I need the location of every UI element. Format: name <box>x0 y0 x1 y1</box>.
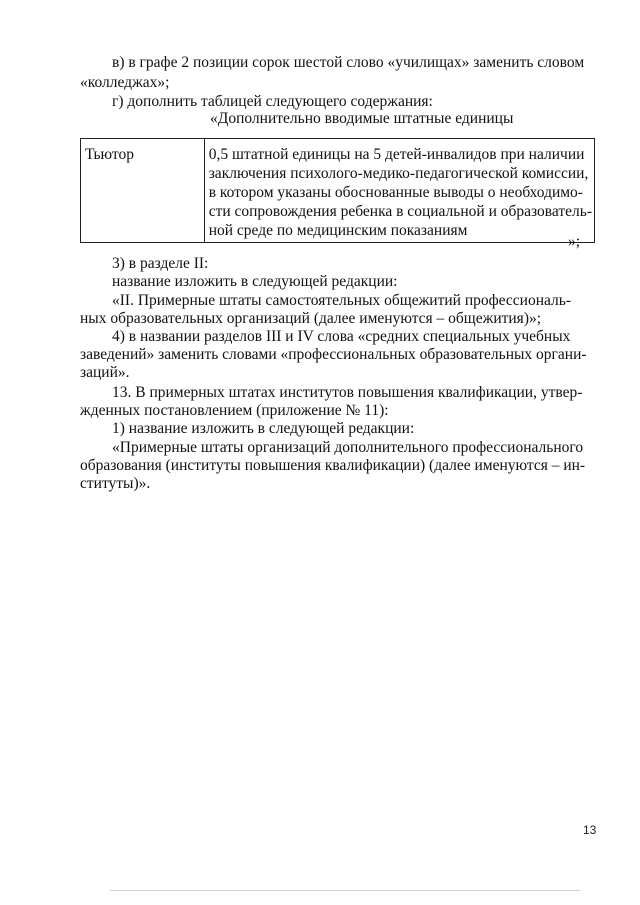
section3-name-line: название изложить в следующей редакции: <box>112 273 398 290</box>
section3-quote-line1: «II. Примерные штаты самостоятельных общежитий профессиональ- <box>112 292 571 309</box>
item-g: г) дополнить таблицей следующего содержания: <box>112 93 433 110</box>
item-v-line2: «колледжах»; <box>80 74 170 91</box>
section13-line1: 13. В примерных штатах институтов повышения квалификации, утвер- <box>112 384 583 401</box>
section3-heading: 3) в разделе II: <box>112 255 209 272</box>
description-line: 0,5 штатной единицы на 5 детей-инвалидов при наличии <box>208 146 585 163</box>
table-row <box>81 139 595 243</box>
section13-line2: жденных постановлением (приложение № 11): <box>80 402 389 419</box>
table-title: «Дополнительно вводимые штатные единицы <box>210 110 514 127</box>
section13-line5: образования (институты повышения квалификации) (далее именуются – ин- <box>80 457 586 474</box>
description-cell <box>204 139 594 243</box>
item4-line2: заведений» заменить словами «профессиональных образовательных органи- <box>80 346 587 363</box>
section13-line6: ституты)». <box>80 475 151 492</box>
table-closing-mark: »; <box>568 233 581 250</box>
section13-line4: «Примерные штаты организаций дополнительного профессионального <box>112 439 584 456</box>
description-line: ной среде по медицинским показаниям <box>208 222 468 239</box>
bottom-divider <box>110 890 580 891</box>
position-cell: Тьютор <box>81 139 205 243</box>
section13-line3: 1) название изложить в следующей редакции: <box>112 420 415 437</box>
item4-line3: заций». <box>80 364 130 381</box>
page-number: 13 <box>583 823 597 837</box>
description-line: сти сопровождения ребенка в социальной и образователь- <box>208 203 592 220</box>
description-line: в котором указаны обоснованные выводы о необходимо- <box>208 184 583 201</box>
item-v-line1: в) в графе 2 позиции сорок шестой слово «училищах» заменить словом <box>112 54 585 71</box>
section3-quote-line2: ных образовательных организаций (далее именуются – общежития)»; <box>80 310 542 327</box>
item4-line1: 4) в названии разделов III и IV слова «средних специальных учебных <box>112 328 571 345</box>
staff-table <box>80 138 595 243</box>
description-line: заключения психолого-медико-педагогической комиссии, <box>208 165 589 182</box>
